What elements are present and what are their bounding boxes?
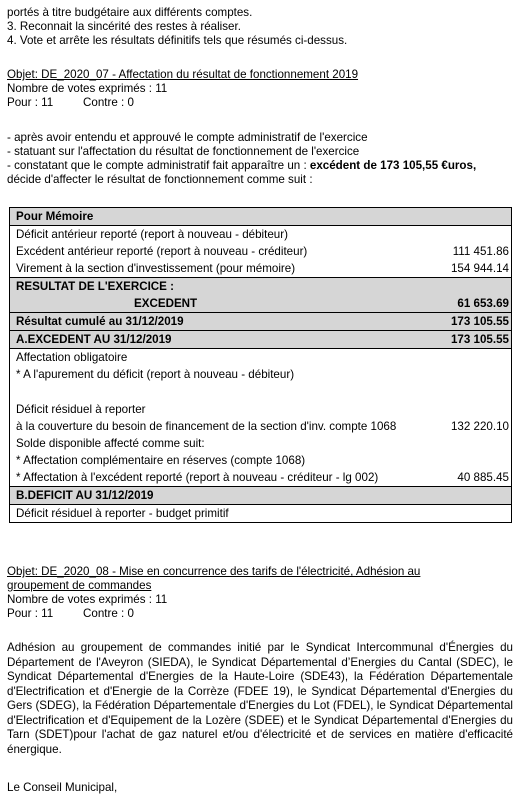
row-label: Virement à la section d'investissement (pour mémoire) <box>16 261 296 275</box>
objet1-vote-counts <box>7 96 513 110</box>
decide-line: décide d'affecter le résultat de fonctionnement comme suit : <box>7 173 313 186</box>
objet1-section <box>7 68 513 110</box>
row-label: Excédent antérieur reporté (report à nouveau - créditeur) <box>16 244 308 258</box>
objet2-title-cont: groupement de commandes <box>7 579 152 592</box>
row-label: * Affectation complémentaire en réserves (compte 1068) <box>16 453 306 467</box>
row-label: Déficit résiduel à reporter <box>16 402 146 416</box>
objet1-title: Objet: DE_2020_07 - Affectation du résultat de fonctionnement 2019 <box>7 68 359 81</box>
objet2-paragraph: Adhésion au groupement de commandes initié par le Syndicat Intercommunal d'Énergies du Département de l'Aveyron (SIEDA), le Syndicat Départemental d’Energies du Cantal (SDEC), le Syndicat Départemental d'Energies de la Haute-Loire (SDE43), la Fédération Départementale d'Electrification et d'Energie de la Corrèze (FDEE 19), le Syndicat Départemental d'Energies du Gers (SDEG), la Fédération Départementale d'Energies du Lot (FDEL), le Syndicat Départemental d'Electrification et d'Equipement de la Lozère (SDEE) et le Syndicat Départemental d'Energies du Tarn (SDET)pour l'achat de gaz naturel et/ou d'électricité et de services en matière d'efficacité énergique. <box>7 641 513 756</box>
row-value: 132 220.10 <box>450 419 509 433</box>
table-row-blank <box>10 383 512 401</box>
table-row <box>10 260 512 278</box>
excedent-a-row <box>10 331 512 349</box>
constatant-line <box>7 159 513 173</box>
objet2-vote-counts <box>7 607 513 621</box>
text-line: 3. Reconnait la sincérité des restes à réaliser. <box>7 20 241 33</box>
table-row <box>10 435 512 452</box>
top-section <box>7 6 513 48</box>
objet1-considerants <box>7 131 513 187</box>
excedent-label: EXCEDENT <box>10 295 414 313</box>
row-label: Affectation obligatoire <box>10 349 512 367</box>
row-label: à la couverture du besoin de financement de la section d'inv. compte 1068 <box>16 419 397 433</box>
table-header-row <box>10 208 512 226</box>
affectation-table <box>9 207 512 523</box>
objet2-votes: Nombre de votes exprimés : 11 <box>7 593 168 606</box>
objet2-title: Objet: DE_2020_08 - Mise en concurrence des tarifs de l'électricité, Adhésion au <box>7 565 421 578</box>
row-value <box>413 226 512 244</box>
table-header: Pour Mémoire <box>10 208 512 226</box>
table-row <box>10 226 512 244</box>
cumule-row <box>10 313 512 331</box>
table-row <box>10 505 512 523</box>
table-row <box>10 349 512 367</box>
constatant-text: - constatant que le compte administratif fait apparaître un : <box>7 159 310 172</box>
objet1-pour: Pour : 11 <box>7 96 54 109</box>
table-row <box>10 469 512 487</box>
objet1-votes: Nombre de votes exprimés : 11 <box>7 82 168 95</box>
table-row <box>10 418 512 435</box>
row-value: 111 451.86 <box>452 244 509 258</box>
cumule-label: Résultat cumulé au 31/12/2019 <box>10 313 414 331</box>
resultat-label: RESULTAT DE L'EXERCICE : <box>10 278 512 296</box>
excedent-value: 61 653.69 <box>413 295 512 313</box>
row-label: Solde disponible affecté comme suit: <box>16 436 205 450</box>
table-row <box>10 452 512 469</box>
table-row <box>10 243 512 260</box>
constatant-amount: excédent de 173 105,55 €uros, <box>309 159 477 172</box>
excedent-a-label: A.EXCEDENT AU 31/12/2019 <box>10 331 414 349</box>
deficit-b-label: B.DEFICIT AU 31/12/2019 <box>10 487 512 505</box>
row-label: * Affectation à l'excédent reporté (report à nouveau - créditeur - lg 002) <box>16 470 379 484</box>
objet2-section <box>7 565 513 621</box>
objet2-contre: Contre : 0 <box>83 607 134 620</box>
closing-line: Le Conseil Municipal, <box>7 781 118 794</box>
text-line: portés à titre budgétaire aux différents comptes. <box>7 6 253 19</box>
row-label: Déficit antérieur reporté (report à nouveau - débiteur) <box>10 226 414 244</box>
considerant-line: - statuant sur l'affectation du résultat de fonctionnement de l'exercice <box>7 145 360 158</box>
text-line: 4. Vote et arrête les résultats définitifs tels que résumés ci-dessus. <box>7 34 348 47</box>
objet1-contre: Contre : 0 <box>83 96 134 109</box>
objet2-pour: Pour : 11 <box>7 607 54 620</box>
table-row <box>10 401 512 418</box>
excedent-row <box>10 295 512 313</box>
cumule-value: 173 105.55 <box>413 313 512 331</box>
row-label: * A l'apurement du déficit (report à nouveau - débiteur) <box>16 367 295 381</box>
table-row <box>10 366 512 383</box>
deficit-b-row <box>10 487 512 505</box>
row-value: 40 885.45 <box>457 470 509 484</box>
resultat-row <box>10 278 512 296</box>
row-label: Déficit résiduel à reporter - budget primitif <box>10 505 512 523</box>
considerant-line: - après avoir entendu et approuvé le compte administratif de l'exercice <box>7 131 368 144</box>
row-value: 154 944.14 <box>450 261 509 275</box>
excedent-a-value: 173 105.55 <box>413 331 512 349</box>
